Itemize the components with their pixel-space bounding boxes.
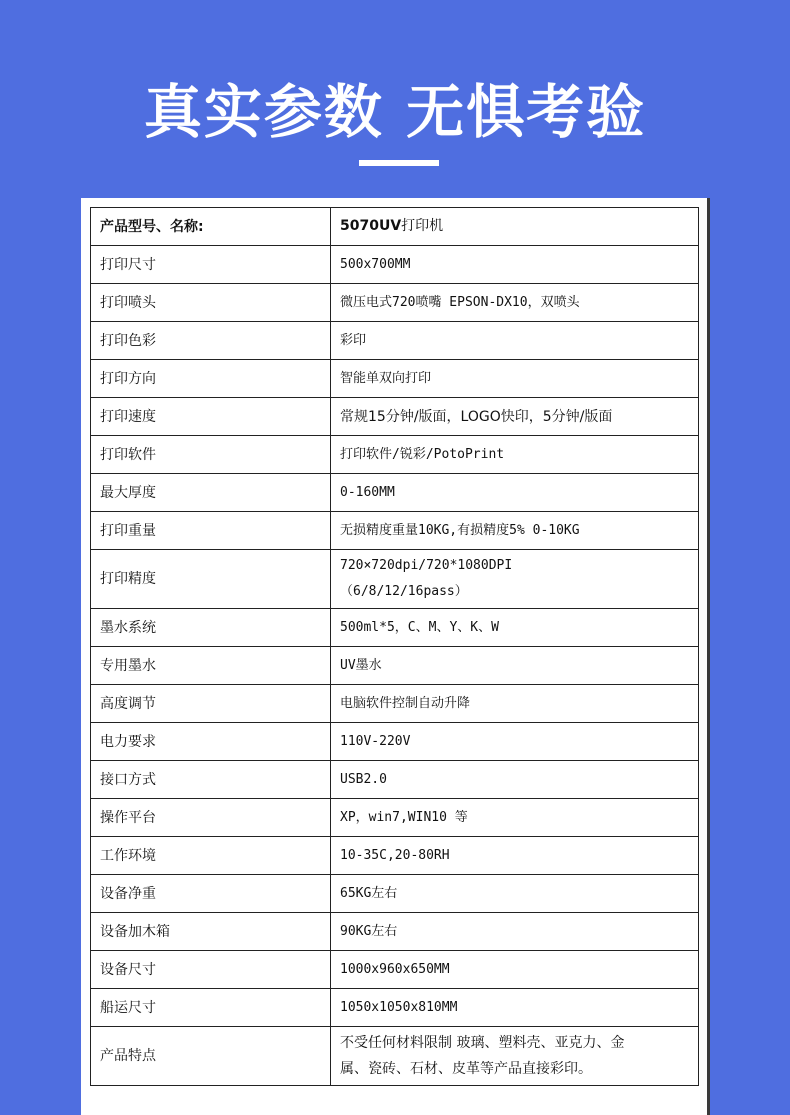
row-label: 电力要求 (91, 723, 331, 761)
row-label: 船运尺寸 (91, 989, 331, 1027)
banner-title: 真实参数 无惧考验 (143, 78, 647, 146)
model-name: 打印机 (401, 218, 444, 234)
row-label: 产品型号、名称: (91, 208, 331, 246)
row-value (331, 550, 699, 609)
sheet-right-border (707, 198, 710, 1115)
row-label: 打印重量 (91, 512, 331, 550)
row-label: 设备净重 (91, 875, 331, 913)
row-value: UV墨水 (331, 647, 699, 685)
row-value: 1050x1050x810MM (331, 989, 699, 1027)
table-row (91, 837, 699, 875)
row-label: 墨水系统 (91, 609, 331, 647)
spec-sheet (81, 198, 710, 1115)
table-row (91, 550, 699, 609)
row-value: 彩印 (331, 322, 699, 360)
row-label: 接口方式 (91, 761, 331, 799)
value-line: 属、瓷砖、石材、皮革等产品直接彩印。 (340, 1061, 592, 1077)
table-row (91, 322, 699, 360)
table-row (91, 799, 699, 837)
table-row (91, 284, 699, 322)
row-value (331, 208, 699, 246)
row-label: 操作平台 (91, 799, 331, 837)
row-value: 10-35C,20-80RH (331, 837, 699, 875)
row-value: 电脑软件控制自动升降 (331, 685, 699, 723)
row-label: 设备尺寸 (91, 951, 331, 989)
table-row (91, 761, 699, 799)
row-label: 产品特点 (91, 1027, 331, 1086)
row-label: 高度调节 (91, 685, 331, 723)
model-number: 5070UV (340, 218, 402, 234)
table-row (91, 913, 699, 951)
table-row (91, 875, 699, 913)
row-value: 0-160MM (331, 474, 699, 512)
row-value: USB2.0 (331, 761, 699, 799)
row-value: 无损精度重量10KG,有损精度5% 0-10KG (331, 512, 699, 550)
row-value: 500x700MM (331, 246, 699, 284)
spec-table (90, 207, 699, 1086)
row-value: 110V-220V (331, 723, 699, 761)
table-row (91, 436, 699, 474)
table-row (91, 685, 699, 723)
value-line: 720×720dpi/720*1080DPI (340, 558, 513, 573)
table-row (91, 512, 699, 550)
title-underline (359, 160, 439, 166)
row-label: 最大厚度 (91, 474, 331, 512)
row-value: 打印软件/锐彩/PotoPrint (331, 436, 699, 474)
row-value: 智能单双向打印 (331, 360, 699, 398)
row-value: 90KG左右 (331, 913, 699, 951)
row-value: 500ml*5，C、M、Y、K、W (331, 609, 699, 647)
table-row (91, 246, 699, 284)
row-value: 65KG左右 (331, 875, 699, 913)
table-row (91, 609, 699, 647)
value-line: 不受任何材料限制 玻璃、塑料壳、亚克力、金 (340, 1035, 625, 1051)
table-row (91, 989, 699, 1027)
row-value: 1000x960x650MM (331, 951, 699, 989)
value-line: （6/8/12/16pass） (340, 584, 468, 599)
table-row (91, 360, 699, 398)
table-row (91, 951, 699, 989)
row-value: XP，win7,WIN10 等 (331, 799, 699, 837)
table-row (91, 647, 699, 685)
row-label: 打印尺寸 (91, 246, 331, 284)
table-row-header (91, 208, 699, 246)
row-label: 打印色彩 (91, 322, 331, 360)
row-label: 打印速度 (91, 398, 331, 436)
row-value: 常规15分钟/版面，LOGO快印，5分钟/版面 (331, 398, 699, 436)
row-label: 打印喷头 (91, 284, 331, 322)
row-label: 专用墨水 (91, 647, 331, 685)
table-row (91, 1027, 699, 1086)
row-label: 工作环境 (91, 837, 331, 875)
row-label: 打印方向 (91, 360, 331, 398)
row-label: 打印软件 (91, 436, 331, 474)
row-label: 打印精度 (91, 550, 331, 609)
row-label: 设备加木箱 (91, 913, 331, 951)
table-row (91, 723, 699, 761)
table-row (91, 398, 699, 436)
row-value: 微压电式720喷嘴 EPSON-DX10，双喷头 (331, 284, 699, 322)
table-row (91, 474, 699, 512)
row-value (331, 1027, 699, 1086)
